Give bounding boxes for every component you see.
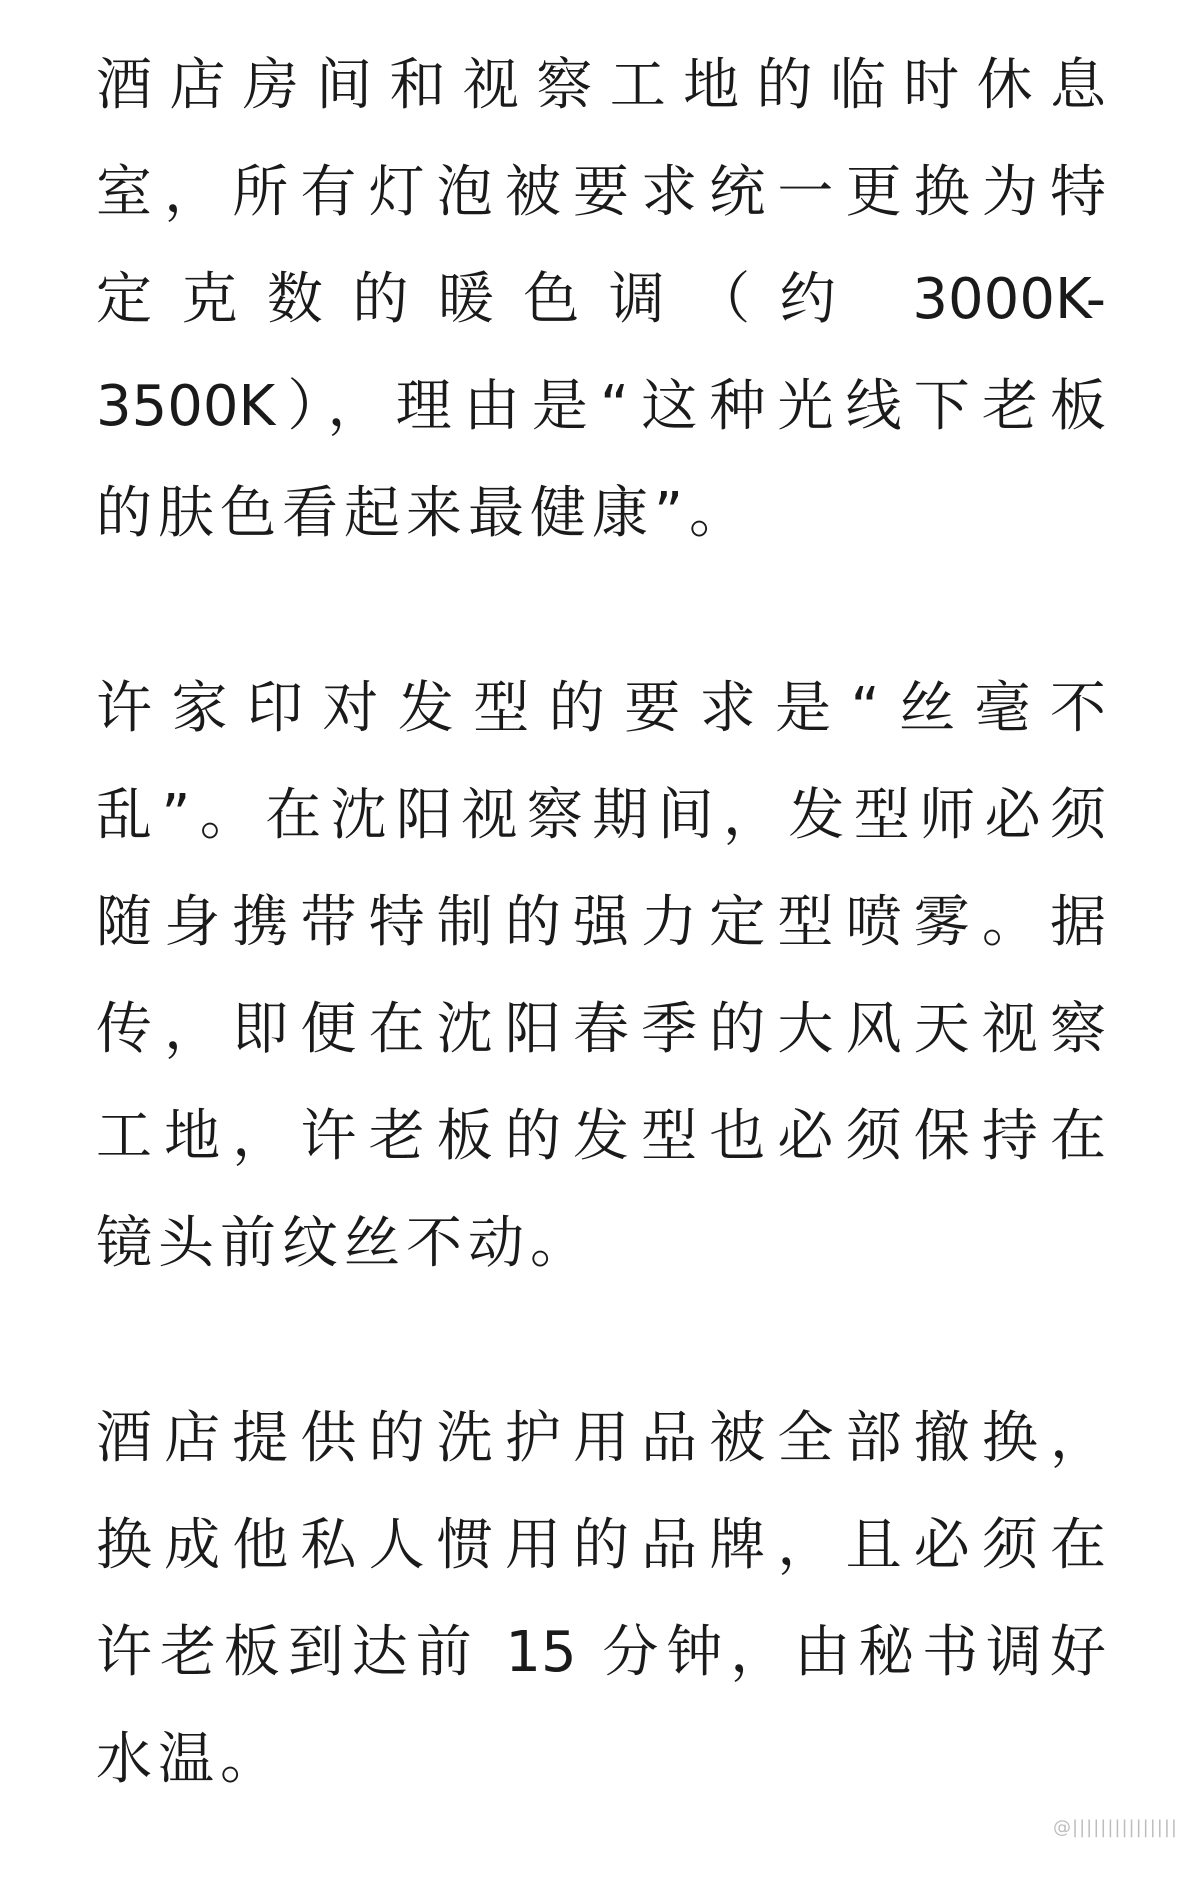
- paragraph-toiletries: [96, 1385, 1106, 1813]
- text-line: 定克数的暖色调（约 3000K-: [96, 267, 1106, 332]
- text-line: 水温。: [96, 1727, 282, 1792]
- text-line: 酒店房间和视察工地的临时休息: [96, 53, 1106, 118]
- text-line: 3500K），理由是“这种光线下老板: [96, 374, 1106, 439]
- text-line: 乱”。在沈阳视察期间，发型师必须: [96, 783, 1106, 848]
- text-line: 室，所有灯泡被要求统一更换为特: [96, 160, 1106, 225]
- watermark: @|||||||||||||||: [1053, 1817, 1178, 1838]
- text-line: 随身携带特制的强力定型喷雾。据: [96, 890, 1106, 955]
- text-line: 酒店提供的洗护用品被全部撤换，: [96, 1406, 1106, 1471]
- article-body: [96, 32, 1106, 1901]
- text-line: 许家印对发型的要求是“丝毫不: [96, 676, 1106, 741]
- text-line: 传，即便在沈阳春季的大风天视察: [96, 997, 1106, 1062]
- text-line: 换成他私人惯用的品牌，且必须在: [96, 1513, 1106, 1578]
- text-line: 的肤色看起来最健康”。: [96, 481, 752, 546]
- paragraph-hairstyle: [96, 655, 1106, 1297]
- text-line: 镜头前纹丝不动。: [96, 1211, 592, 1276]
- text-line: 工地，许老板的发型也必须保持在: [96, 1104, 1106, 1169]
- paragraph-lighting: [96, 32, 1106, 567]
- text-line: 许老板到达前 15 分钟，由秘书调好: [96, 1620, 1106, 1685]
